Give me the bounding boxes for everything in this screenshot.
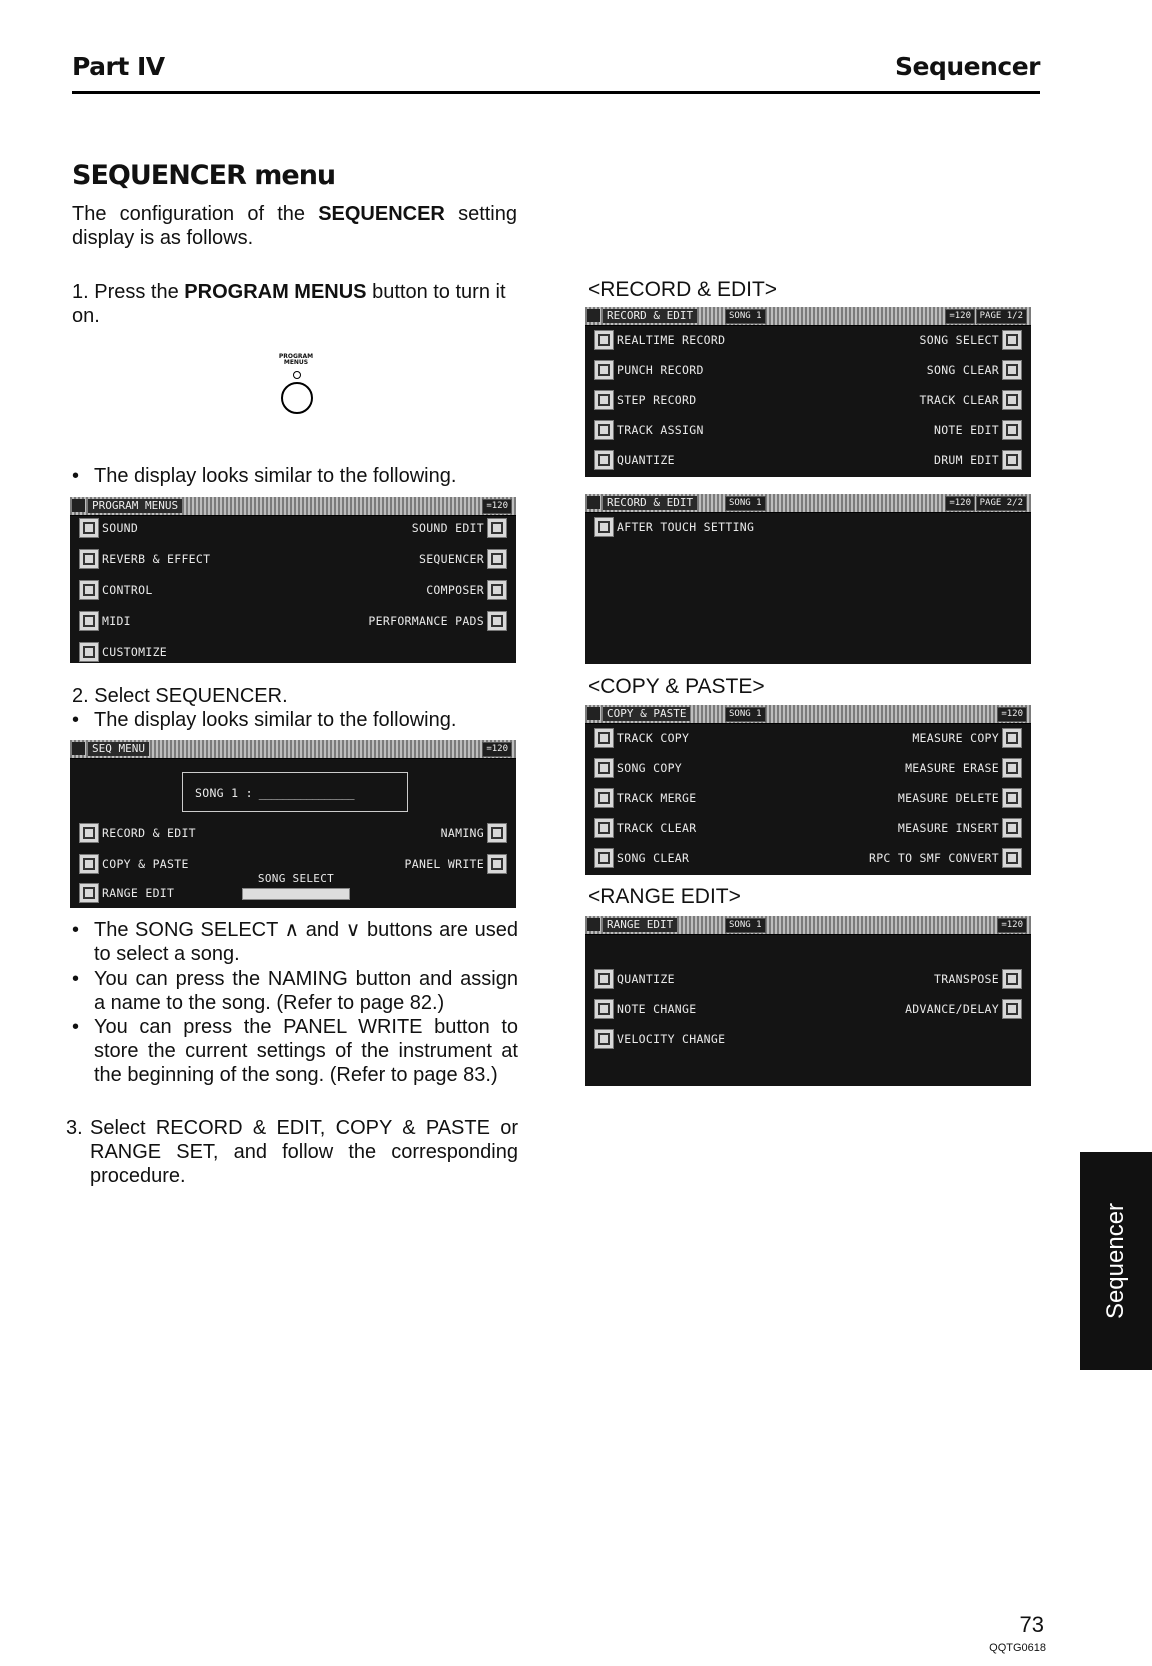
song-clear-icon — [1002, 360, 1022, 380]
record-edit-label: <RECORD & EDIT> — [588, 278, 778, 301]
screen-range-edit — [585, 916, 1031, 1086]
menu-item-control[interactable]: CONTROL — [102, 583, 153, 597]
screen-title: COPY & PASTE — [603, 707, 690, 721]
range-edit-icon — [79, 883, 99, 903]
section-label: Sequencer — [894, 52, 1040, 81]
sound-icon — [79, 518, 99, 538]
menu-item-advance-delay[interactable]: ADVANCE/DELAY — [905, 1002, 999, 1016]
menu-item-composer[interactable]: COMPOSER — [426, 583, 484, 597]
tempo-badge: =120 — [997, 707, 1027, 722]
midi-icon — [79, 611, 99, 631]
menu-item-realtime-record[interactable]: REALTIME RECORD — [617, 333, 726, 347]
menu-icon — [587, 918, 600, 931]
menu-row — [591, 757, 1025, 779]
quantize-icon — [594, 450, 614, 470]
step-2: 2. Select SEQUENCER. — [72, 685, 288, 707]
song-badge: SONG 1 — [725, 309, 766, 324]
bullet-display-2: • The display looks similar to the following. — [72, 709, 457, 731]
menu-item-measure-insert[interactable]: MEASURE INSERT — [897, 821, 999, 835]
menu-row — [591, 817, 1025, 839]
composer-icon — [487, 580, 507, 600]
menu-row — [591, 419, 1025, 441]
page-number: 73 — [1019, 1612, 1044, 1637]
song-badge: SONG 1 — [725, 918, 766, 933]
menu-icon — [587, 309, 600, 322]
menu-item-performance-pads[interactable]: PERFORMANCE PADS — [368, 614, 484, 628]
menu-item-quantize[interactable]: QUANTIZE — [617, 453, 675, 467]
menu-row — [591, 449, 1025, 471]
menu-item-step-record[interactable]: STEP RECORD — [617, 393, 697, 407]
menu-row — [591, 389, 1025, 411]
menu-row — [591, 329, 1025, 351]
menu-row — [591, 727, 1025, 749]
tempo-badge: =120 — [945, 309, 975, 324]
song-badge: SONG 1 — [725, 496, 766, 511]
screen-seq-menu — [70, 740, 516, 908]
screen-copy-paste — [585, 705, 1031, 875]
track-copy-icon — [594, 728, 614, 748]
menu-item-quantize[interactable]: QUANTIZE — [617, 972, 675, 986]
program-menus-button[interactable] — [281, 382, 313, 414]
menu-row — [76, 548, 510, 570]
menu-item-measure-copy[interactable]: MEASURE COPY — [912, 731, 999, 745]
measure-copy-icon — [1002, 728, 1022, 748]
menu-item-panel-write[interactable]: PANEL WRITE — [404, 857, 484, 871]
menu-item-track-merge[interactable]: TRACK MERGE — [617, 791, 697, 805]
song-field-label: SONG 1 : — [195, 786, 253, 800]
note-edit-icon — [1002, 420, 1022, 440]
menu-item-measure-erase[interactable]: MEASURE ERASE — [905, 761, 999, 775]
menu-item-measure-delete[interactable]: MEASURE DELETE — [897, 791, 999, 805]
side-tab-label: Sequencer — [1102, 1202, 1129, 1320]
menu-icon — [587, 496, 600, 509]
menu-icon — [72, 499, 85, 512]
menu-item-naming[interactable]: NAMING — [440, 826, 484, 840]
menu-item-punch-record[interactable]: PUNCH RECORD — [617, 363, 704, 377]
menu-row — [591, 998, 1025, 1020]
tempo-badge: =120 — [997, 918, 1027, 933]
tempo-badge: =120 — [945, 496, 975, 511]
record-edit-icon — [79, 823, 99, 843]
song-select-icon — [1002, 330, 1022, 350]
page-title: SEQUENCER menu — [72, 160, 336, 191]
menu-item-track-clear[interactable]: TRACK CLEAR — [919, 393, 999, 407]
screen-program-menus — [70, 497, 516, 663]
step-record-icon — [594, 390, 614, 410]
menu-item-song-copy[interactable]: SONG COPY — [617, 761, 683, 775]
drum-edit-icon — [1002, 450, 1022, 470]
naming-icon — [487, 823, 507, 843]
panel-write-icon — [487, 854, 507, 874]
menu-row — [76, 822, 510, 844]
indicator-led — [293, 371, 301, 379]
menu-row — [591, 359, 1025, 381]
song-select-buttons[interactable] — [242, 888, 350, 900]
song-copy-icon — [594, 758, 614, 778]
transpose-icon — [1002, 969, 1022, 989]
menu-item-range-edit[interactable]: RANGE EDIT — [102, 886, 175, 900]
menu-item-song-clear[interactable]: SONG CLEAR — [926, 363, 999, 377]
side-tab — [1080, 1152, 1152, 1370]
measure-erase-icon — [1002, 758, 1022, 778]
reverb-icon — [79, 549, 99, 569]
page-badge: PAGE 2/2 — [976, 496, 1027, 511]
header-rule — [72, 91, 1040, 94]
song-select-label: SONG SELECT — [257, 872, 335, 885]
menu-item-velocity-change[interactable]: VELOCITY CHANGE — [617, 1032, 726, 1046]
menu-row — [76, 579, 510, 601]
copy-paste-label: <COPY & PASTE> — [588, 675, 765, 698]
menu-item-record-edit[interactable]: RECORD & EDIT — [102, 826, 196, 840]
menu-row — [76, 641, 510, 663]
menu-item-track-assign[interactable]: TRACK ASSIGN — [617, 423, 704, 437]
song-clear-icon — [594, 848, 614, 868]
bullet-naming: • You can press the NAMING button and assign a name to the song. (Refer to page 82.) — [72, 968, 518, 1014]
part-label: Part IV — [72, 52, 165, 81]
screen-record-edit-2 — [585, 494, 1031, 664]
menu-item-reverb-effect[interactable]: REVERB & EFFECT — [102, 552, 211, 566]
menu-icon — [72, 742, 85, 755]
program-menus-button-label: PROGRAM MENUS — [278, 353, 314, 366]
screen-title: SEQ MENU — [88, 742, 149, 756]
menu-row — [76, 610, 510, 632]
track-assign-icon — [594, 420, 614, 440]
menu-item-drum-edit[interactable]: DRUM EDIT — [933, 453, 999, 467]
menu-item-after-touch-setting[interactable]: AFTER TOUCH SETTING — [617, 520, 755, 534]
performance-pads-icon — [487, 611, 507, 631]
customize-icon — [79, 642, 99, 662]
bullet-song-select: • The SONG SELECT ∧ and ∨ buttons are used to select a song. — [72, 919, 518, 965]
bullet-panel-write: • You can press the PANEL WRITE button to store the current settings of the instrument at the beginning of the song. (Refer to page 83.) — [72, 1016, 518, 1086]
song-field[interactable]: SONG 1 : ________________ — [182, 772, 408, 812]
sound-edit-icon — [487, 518, 507, 538]
menu-item-sound-edit[interactable]: SOUND EDIT — [411, 521, 484, 535]
menu-icon — [587, 707, 600, 720]
menu-item-rpc-to-smf-convert[interactable]: RPC TO SMF CONVERT — [868, 851, 999, 865]
measure-insert-icon — [1002, 818, 1022, 838]
screen-record-edit-1 — [585, 307, 1031, 477]
track-merge-icon — [594, 788, 614, 808]
menu-row — [591, 847, 1025, 869]
screen-title: RECORD & EDIT — [603, 309, 697, 323]
song-badge: SONG 1 — [725, 707, 766, 722]
menu-item-note-change[interactable]: NOTE CHANGE — [617, 1002, 697, 1016]
after-touch-icon — [594, 517, 614, 537]
measure-delete-icon — [1002, 788, 1022, 808]
menu-row — [591, 787, 1025, 809]
rpc-convert-icon — [1002, 848, 1022, 868]
menu-item-note-edit[interactable]: NOTE EDIT — [933, 423, 999, 437]
velocity-change-icon — [594, 1029, 614, 1049]
menu-item-midi[interactable]: MIDI — [102, 614, 131, 628]
realtime-record-icon — [594, 330, 614, 350]
note-change-icon — [594, 999, 614, 1019]
menu-item-customize[interactable]: CUSTOMIZE — [102, 645, 168, 659]
intro-paragraph: The configuration of the SEQUENCER setting display is as follows. — [72, 203, 517, 249]
menu-item-sequencer[interactable]: SEQUENCER — [418, 552, 484, 566]
range-edit-label: <RANGE EDIT> — [588, 885, 741, 908]
menu-item-track-copy[interactable]: TRACK COPY — [617, 731, 690, 745]
track-clear-icon — [594, 818, 614, 838]
control-icon — [79, 580, 99, 600]
menu-row — [76, 517, 510, 539]
menu-row — [591, 516, 1025, 538]
menu-item-sound[interactable]: SOUND — [102, 521, 139, 535]
track-clear-icon — [1002, 390, 1022, 410]
menu-item-song-select[interactable]: SONG SELECT — [919, 333, 999, 347]
screen-title: RECORD & EDIT — [603, 496, 697, 510]
screen-title: PROGRAM MENUS — [88, 499, 182, 513]
copy-paste-icon — [79, 854, 99, 874]
menu-item-copy-paste[interactable]: COPY & PASTE — [102, 857, 189, 871]
menu-row — [591, 1028, 1025, 1050]
menu-item-track-clear[interactable]: TRACK CLEAR — [617, 821, 697, 835]
quantize-icon — [594, 969, 614, 989]
tempo-badge: =120 — [482, 499, 512, 514]
doc-code: QQTG0618 — [989, 1642, 1046, 1654]
sequencer-icon — [487, 549, 507, 569]
menu-row — [591, 968, 1025, 990]
step-1: 1. Press the PROGRAM MENUS button to turn it on. — [72, 281, 506, 327]
step-3: 3. Select RECORD & EDIT, COPY & PASTE or RANGE SET, and follow the corresponding procedure. — [66, 1117, 518, 1187]
punch-record-icon — [594, 360, 614, 380]
tempo-badge: =120 — [482, 742, 512, 757]
menu-item-song-clear[interactable]: SONG CLEAR — [617, 851, 690, 865]
bullet-display-1: • The display looks similar to the following. — [72, 465, 457, 487]
advance-delay-icon — [1002, 999, 1022, 1019]
screen-title: RANGE EDIT — [603, 918, 677, 932]
menu-item-transpose[interactable]: TRANSPOSE — [933, 972, 999, 986]
page-badge: PAGE 1/2 — [976, 309, 1027, 324]
